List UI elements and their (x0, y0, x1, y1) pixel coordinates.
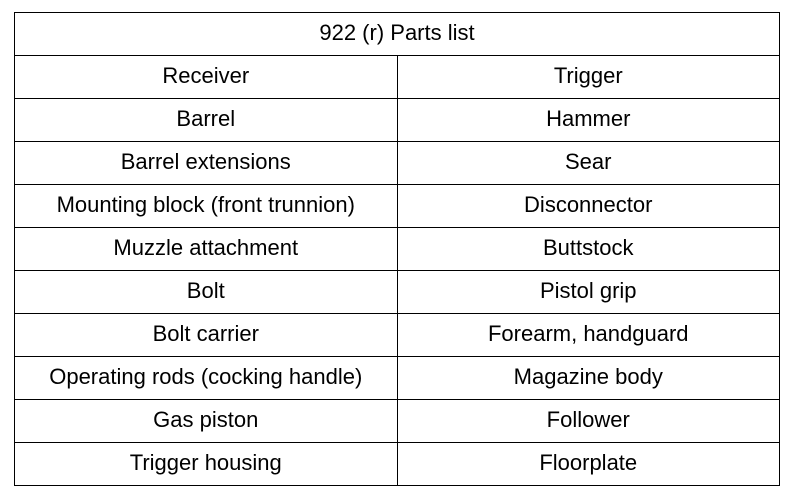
part-name-right: Forearm, handguard (397, 314, 780, 357)
table-row (15, 443, 780, 486)
table-title-row (15, 13, 780, 56)
table-row (15, 271, 780, 314)
page-title: 922 (r) Parts list (15, 13, 780, 56)
table-row (15, 142, 780, 185)
part-name-left: Receiver (15, 56, 398, 99)
part-name-left: Bolt (15, 271, 398, 314)
table-row (15, 228, 780, 271)
part-name-right: Trigger (397, 56, 780, 99)
parts-list-table (14, 12, 780, 486)
part-name-right: Pistol grip (397, 271, 780, 314)
table-row (15, 56, 780, 99)
table-row (15, 357, 780, 400)
part-name-right: Hammer (397, 99, 780, 142)
part-name-right: Disconnector (397, 185, 780, 228)
table-row (15, 314, 780, 357)
part-name-left: Mounting block (front trunnion) (15, 185, 398, 228)
part-name-left: Barrel extensions (15, 142, 398, 185)
part-name-left: Gas piston (15, 400, 398, 443)
part-name-right: Buttstock (397, 228, 780, 271)
part-name-right: Magazine body (397, 357, 780, 400)
parts-list-body (15, 13, 780, 486)
part-name-left: Trigger housing (15, 443, 398, 486)
part-name-left: Bolt carrier (15, 314, 398, 357)
part-name-right: Floorplate (397, 443, 780, 486)
table-row (15, 185, 780, 228)
part-name-left: Muzzle attachment (15, 228, 398, 271)
part-name-right: Sear (397, 142, 780, 185)
part-name-left: Barrel (15, 99, 398, 142)
table-row (15, 99, 780, 142)
part-name-right: Follower (397, 400, 780, 443)
part-name-left: Operating rods (cocking handle) (15, 357, 398, 400)
table-row (15, 400, 780, 443)
